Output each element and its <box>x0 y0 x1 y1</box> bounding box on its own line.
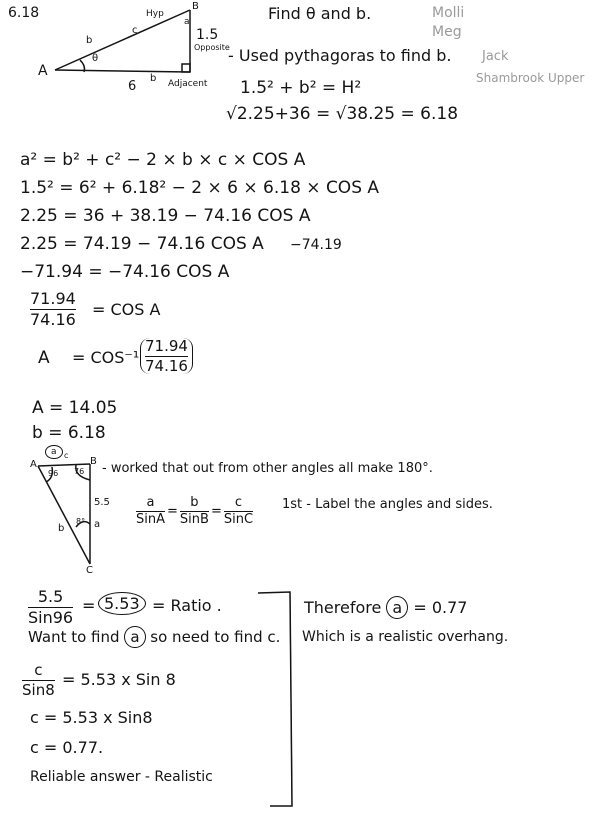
ratio-rhs: = Ratio . <box>152 596 222 615</box>
want-to-find: Want to find a so need to find c. <box>28 628 281 646</box>
tri2-label-note: 1st - Label the angles and sides. <box>282 497 493 512</box>
tri1-base-value: 6 <box>128 79 137 94</box>
tri1-base-letter: b <box>150 73 157 84</box>
tri2-angle-a: 96 <box>48 469 59 478</box>
triangle-2 <box>38 464 90 564</box>
tri2-vertex-a: A <box>30 459 37 470</box>
sine-rule: $\frac{a}{\text{SinA}}$ = $\frac{b}{\text{SinB}}$ = $\frac{c}{\text{SinC}}$ <box>136 495 254 528</box>
ratio-circled-value: 5.53 <box>98 596 146 612</box>
tri2-side-55: 5.5 <box>94 497 110 508</box>
ratio-equals: = <box>82 596 96 615</box>
pythagoras-line-2: √2.25+36 = √38.25 = 6.18 <box>226 104 459 124</box>
c-fraction: c Sin8 <box>22 661 55 699</box>
result-a: A = 14.05 <box>32 398 118 418</box>
tri2-side-a: a <box>94 519 101 530</box>
bracket <box>258 592 292 806</box>
tri2-angle-b: 76 <box>74 467 85 476</box>
cosine-side-note: −74.19 <box>290 237 342 253</box>
tri1-opposite-label: Opposite <box>194 43 230 52</box>
cos-fraction-num: 71.94 <box>30 289 76 308</box>
inverse-fraction-num: 71.94 <box>145 337 188 355</box>
pythagoras-line-1: 1.5² + b² = H² <box>240 78 362 98</box>
c-fraction-rhs: = 5.53 x Sin 8 <box>62 670 176 689</box>
inverse-rhs: = COS⁻¹ <box>72 348 140 367</box>
tri2-vertex-b: B <box>90 456 97 467</box>
tri1-vertex-a: A <box>38 63 48 79</box>
tri1-adjacent-label: Adjacent <box>168 79 208 89</box>
cos-fraction-den: 74.16 <box>30 309 76 329</box>
ratio-fraction: 5.5 Sin96 <box>28 587 74 627</box>
tri1-side-b-mark: b <box>86 35 93 46</box>
right-triangle-1 <box>55 10 190 72</box>
tri1-side-a: a <box>184 17 190 27</box>
c-line-1: c = 5.53 x Sin8 <box>30 708 153 727</box>
conclusion-realistic: Which is a realistic overhang. <box>302 629 509 645</box>
tri2-side-b: b <box>58 523 65 534</box>
tri2-worked-note: - worked that out from other angles all make 180°. <box>102 461 433 476</box>
task-title: Find θ and b. <box>268 4 372 23</box>
author-name-4: Shambrook Upper <box>476 71 585 85</box>
cosine-line-4: 2.25 = 74.19 − 74.16 COS A <box>20 234 264 254</box>
sine-rule-frac-c: $\frac{c}{\text{SinC}}$ <box>223 495 254 528</box>
sine-rule-frac-b: $\frac{b}{\text{SinB}}$ <box>179 495 209 528</box>
tri2-vertex-c: C <box>86 565 93 576</box>
tri2-side-c: c <box>64 451 69 460</box>
cos-fraction <box>30 290 76 328</box>
tri2-circled-a: a <box>45 448 63 457</box>
reliable-answer: Reliable answer - Realistic <box>30 769 213 785</box>
tri1-opposite-value: 1.5 <box>196 27 219 43</box>
inverse-fraction-den: 74.16 <box>145 356 188 375</box>
c-line-2: c = 0.77. <box>30 738 104 757</box>
tri1-hyp-label: Hyp <box>146 9 164 19</box>
cosine-line-1: a² = b² + c² − 2 × b × c × COS A <box>20 150 306 170</box>
tri1-vertex-b: B <box>192 1 199 12</box>
tri2-angle-c: 8° <box>76 517 86 526</box>
author-name-1: Molli <box>432 5 465 21</box>
side-value-label: 6.18 <box>8 5 40 21</box>
cosine-line-5: −71.94 = −74.16 COS A <box>20 262 230 282</box>
inverse-lhs: A <box>38 348 50 368</box>
conclusion-therefore: Therefore a = 0.77 <box>304 598 468 617</box>
author-name-2: Meg <box>432 24 462 40</box>
cos-fraction-rhs: = COS A <box>92 300 161 319</box>
tri1-side-c: c <box>132 25 138 36</box>
cosine-line-2: 1.5² = 6² + 6.18² − 2 × 6 × 6.18 × COS A <box>20 178 380 198</box>
tri1-angle-theta: θ <box>92 53 99 64</box>
sine-rule-frac-a: $\frac{a}{\text{SinA}}$ <box>136 495 165 528</box>
result-b: b = 6.18 <box>32 423 106 443</box>
author-name-3: Jack <box>482 49 509 64</box>
cosine-line-3: 2.25 = 36 + 38.19 − 74.16 COS A <box>20 206 311 226</box>
pythagoras-note: - Used pythagoras to find b. <box>228 46 452 65</box>
inverse-fraction <box>140 338 193 374</box>
